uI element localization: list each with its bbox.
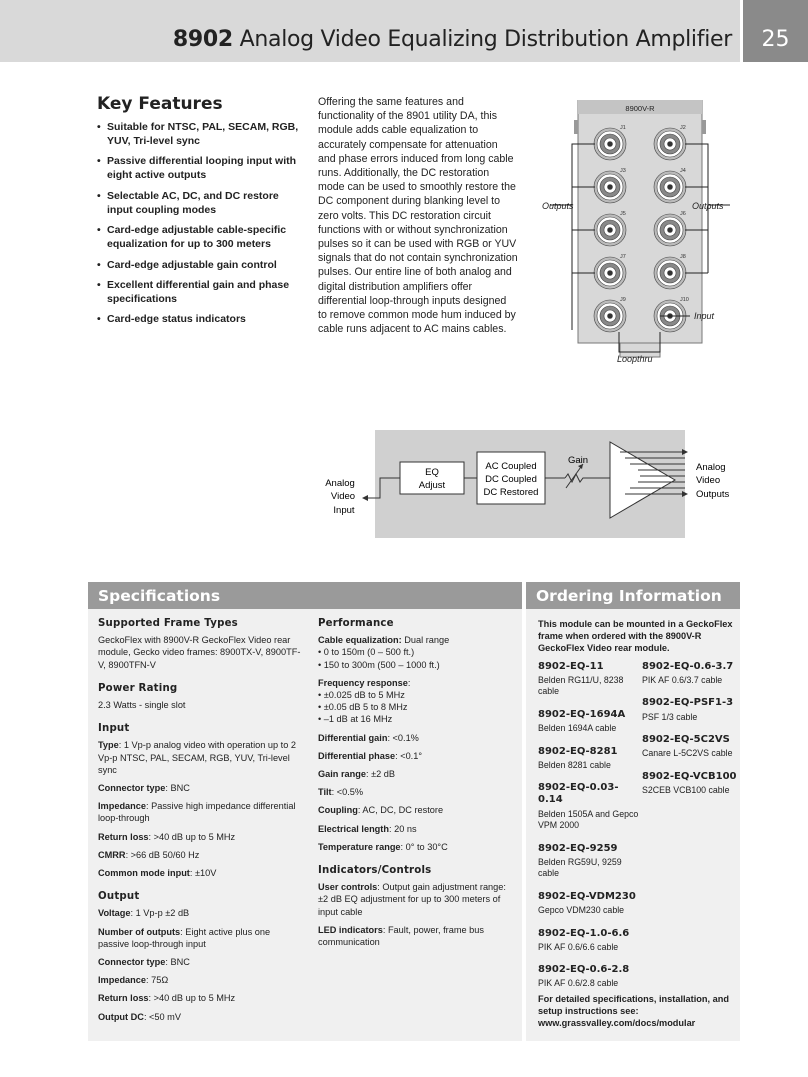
specifications-header: Specifications <box>88 582 522 609</box>
feature-item: • Selectable AC, DC, and DC restore input coupling modes <box>97 189 302 217</box>
model-number: 8902 <box>172 27 233 52</box>
output-return-loss: Return loss: >40 dB up to 5 MHz <box>98 993 236 1004</box>
page-number-box <box>743 0 808 62</box>
order-code: 8902-EQ-PSF1-3 <box>642 697 734 709</box>
order-item <box>642 734 740 760</box>
order-description: Belden RG11/U, 8238 cable <box>538 674 624 697</box>
key-features-list <box>97 120 302 333</box>
order-description: Gepco VDM230 cable <box>538 905 625 916</box>
order-item <box>642 697 740 723</box>
rear-panel-diagram <box>540 100 740 370</box>
power-rating-text: 2.3 Watts - single slot <box>98 700 186 711</box>
input-connector: Connector type: BNC <box>98 783 190 794</box>
connector-label: J9 <box>620 297 626 303</box>
rear-panel-tab <box>574 120 578 134</box>
input-label: Input <box>694 311 715 321</box>
feature-item: • Card-edge adjustable gain control <box>97 258 302 272</box>
ordering-list-right <box>642 661 740 808</box>
page-number: 25 <box>761 27 790 52</box>
cable-equalization: Cable equalization: Dual range <box>318 635 450 646</box>
order-item <box>538 709 643 735</box>
loopthru-label: Loopthru <box>617 354 653 364</box>
order-code: 8902-EQ-1694A <box>538 708 626 720</box>
order-description: Belden 1694A cable <box>538 723 617 734</box>
dc-restored-label: DC Restored <box>483 487 539 498</box>
order-description: Canare L-5C2VS cable <box>642 748 733 759</box>
order-code: 8902-EQ-8281 <box>538 745 618 757</box>
analog-input-label: Analog <box>325 478 355 489</box>
order-description: PSF 1/3 cable <box>642 711 698 722</box>
input-heading: Input <box>98 723 130 735</box>
output-connector: Connector type: BNC <box>98 957 190 968</box>
page-header <box>0 0 808 62</box>
feature-item: • Card-edge adjustable cable-specific equalization for up to 300 meters <box>97 223 302 251</box>
order-item <box>538 843 643 880</box>
differential-phase: Differential phase: <0.1° <box>318 750 423 761</box>
order-description: Belden 8281 cable <box>538 759 611 770</box>
led-indicators: LED indicators: Fault, power, frame bus communication <box>318 924 484 948</box>
intro-paragraph: Offering the same features and functionality of the 8901 utility DA, this module adds cable equalization to accurately compensate for attenuation and phase errors induced from long cable runs. Additionally, the DC restoration mode can be used to smoothly restore the DC component during blanking level to zero volts. This DC restoration circuit functions with or without synchronization pulses so it can be used with RGB or YUV signals that do not contain synchronization pulses. Our entire line of both analog and digital distribution amplifiers offer differential loop-through inputs designed to remove common mode hum induced by cable runs adjacent to AC mains cables. <box>318 96 518 336</box>
order-item <box>642 661 740 687</box>
cable-eq-ranges: • 0 to 150m (0 – 500 ft.) • 150 to 300m (500 – 1000 ft.) <box>318 647 440 670</box>
gain-range: Gain range: ±2 dB <box>318 769 396 780</box>
connector-label: J2 <box>680 125 686 131</box>
order-code: 8902-EQ-5C2VS <box>642 734 730 746</box>
output-dc: Output DC: <50 mV <box>98 1011 181 1022</box>
performance-heading: Performance <box>318 618 394 629</box>
order-description: Belden 1505A and Gepco VPM 2000 <box>538 808 639 831</box>
connector-label: J3 <box>620 168 626 174</box>
coupling: Coupling: AC, DC, DC restore <box>318 805 444 816</box>
feature-item: • Card-edge status indicators <box>97 312 302 326</box>
power-rating-heading: Power Rating <box>98 682 178 694</box>
ordering-footer: For detailed specifications, installation, and setup instructions see: www.grassvalley.com/docs/modular <box>538 994 729 1029</box>
eq-label: EQ <box>425 467 439 478</box>
ordering-column <box>538 618 738 989</box>
output-voltage: Voltage: 1 Vp-p ±2 dB <box>98 908 190 919</box>
input-cmrr: CMRR: >66 dB 50/60 Hz <box>98 849 200 860</box>
adjust-label: Adjust <box>418 480 446 491</box>
order-description: PIK AF 0.6/6.6 cable <box>538 941 619 952</box>
connector-label: J1 <box>620 125 626 131</box>
order-description: Belden RG59U, 9259 cable <box>538 856 622 879</box>
connector-label: J5 <box>620 211 626 217</box>
order-item <box>538 964 643 990</box>
order-description: S2CEB VCB100 cable <box>642 784 730 795</box>
order-code: 8902-EQ-VDM230 <box>538 890 636 902</box>
connector-label: J4 <box>680 168 686 174</box>
output-impedance: Impedance: 75Ω <box>98 975 169 986</box>
frequency-response: Frequency response: <box>318 677 411 688</box>
order-item <box>642 771 740 797</box>
dc-coupled-label: DC Coupled <box>485 474 537 485</box>
outputs-left-label: Outputs <box>542 201 574 211</box>
order-code: 8902-EQ-9259 <box>538 842 618 854</box>
electrical-length: Electrical length: 20 ns <box>318 823 417 834</box>
order-code: 8902-EQ-0.6-2.8 <box>538 964 630 976</box>
ordering-list <box>538 660 738 989</box>
spec-column-2 <box>318 618 518 954</box>
spec-column-1 <box>98 618 303 1029</box>
outputs-right-label: Outputs <box>692 201 724 211</box>
order-code: 8902-EQ-0.03-0.14 <box>538 782 619 806</box>
frame-types-heading: Supported Frame Types <box>98 618 238 629</box>
input-word-label: Input <box>333 505 355 516</box>
gain-label: Gain <box>567 455 589 466</box>
rear-panel-title: 8900V-R <box>625 104 655 113</box>
order-item <box>538 891 643 917</box>
frame-types-text: GeckoFlex with 8900V-R GeckoFlex Video rear module, Gecko video frames: 8900TX-V, 8900TF-V, 8900TFN-V <box>98 635 301 670</box>
feature-item: • Passive differential looping input with eight active outputs <box>97 154 302 182</box>
frequency-response-items: • ±0.025 dB to 5 MHz • ±0.05 dB 5 to 8 MHz • –1 dB at 16 MHz <box>318 690 408 725</box>
temperature-range: Temperature range: 0° to 30°C <box>318 841 448 852</box>
feature-item: • Excellent differential gain and phase specifications <box>97 278 302 306</box>
feature-item: • Suitable for NTSC, PAL, SECAM, RGB, YUV, Tri-level sync <box>97 120 302 148</box>
order-item <box>538 746 643 772</box>
connector-label: J10 <box>680 297 689 303</box>
page-title <box>173 27 732 52</box>
outputs-word-label: Outputs <box>696 489 730 500</box>
video-output-label: Video <box>696 475 721 486</box>
order-code: 8902-EQ-11 <box>538 660 604 672</box>
ordering-intro: This module can be mounted in a GeckoFlex frame when ordered with the 8900V-R GeckoFlex Video rear module. <box>538 619 733 654</box>
order-item <box>538 928 643 954</box>
order-item <box>538 661 643 698</box>
order-code: 8902-EQ-0.6-3.7 <box>642 660 734 672</box>
input-type: Type: 1 Vp-p analog video with operation up to 2 Vp-p NTSC, PAL, SECAM, RGB, YUV, Tri-level sync <box>98 740 297 775</box>
connector-label: J6 <box>680 211 686 217</box>
ac-coupled-label: AC Coupled <box>485 461 537 472</box>
order-description: PIK AF 0.6/3.7 cable <box>642 674 723 685</box>
user-controls: User controls: Output gain adjustment range: ±2 dB EQ adjustment for up to 300 meters of input cable <box>318 882 506 917</box>
tilt: Tilt: <0.5% <box>318 787 364 798</box>
order-item <box>538 782 643 831</box>
indicators-heading: Indicators/Controls <box>318 865 432 877</box>
input-common-mode: Common mode input: ±10V <box>98 868 217 879</box>
order-code: 8902-EQ-VCB100 <box>642 770 737 782</box>
connector-label: J7 <box>620 254 626 260</box>
key-features-title: Key Features <box>97 94 223 114</box>
output-number: Number of outputs: Eight active plus one passive loop-through input <box>98 926 271 949</box>
ordering-list-left <box>538 661 643 1001</box>
rear-panel-tab <box>702 120 706 134</box>
ordering-header: Ordering Information <box>526 582 740 609</box>
output-heading: Output <box>98 891 140 903</box>
connector-label: J8 <box>680 254 686 260</box>
input-return-loss: Return loss: >40 dB up to 5 MHz <box>98 831 236 842</box>
input-impedance: Impedance: Passive high impedance differential loop-through <box>98 801 296 824</box>
order-code: 8902-EQ-1.0-6.6 <box>538 927 630 939</box>
product-title: Analog Video Equalizing Distribution Amplifier <box>239 27 732 52</box>
signal-block-diagram <box>320 420 740 540</box>
video-input-label: Video <box>330 491 356 502</box>
analog-output-label: Analog <box>696 462 726 473</box>
order-description: PIK AF 0.6/2.8 cable <box>538 978 619 989</box>
input-arrow-head <box>362 495 368 501</box>
differential-gain: Differential gain: <0.1% <box>318 732 419 743</box>
